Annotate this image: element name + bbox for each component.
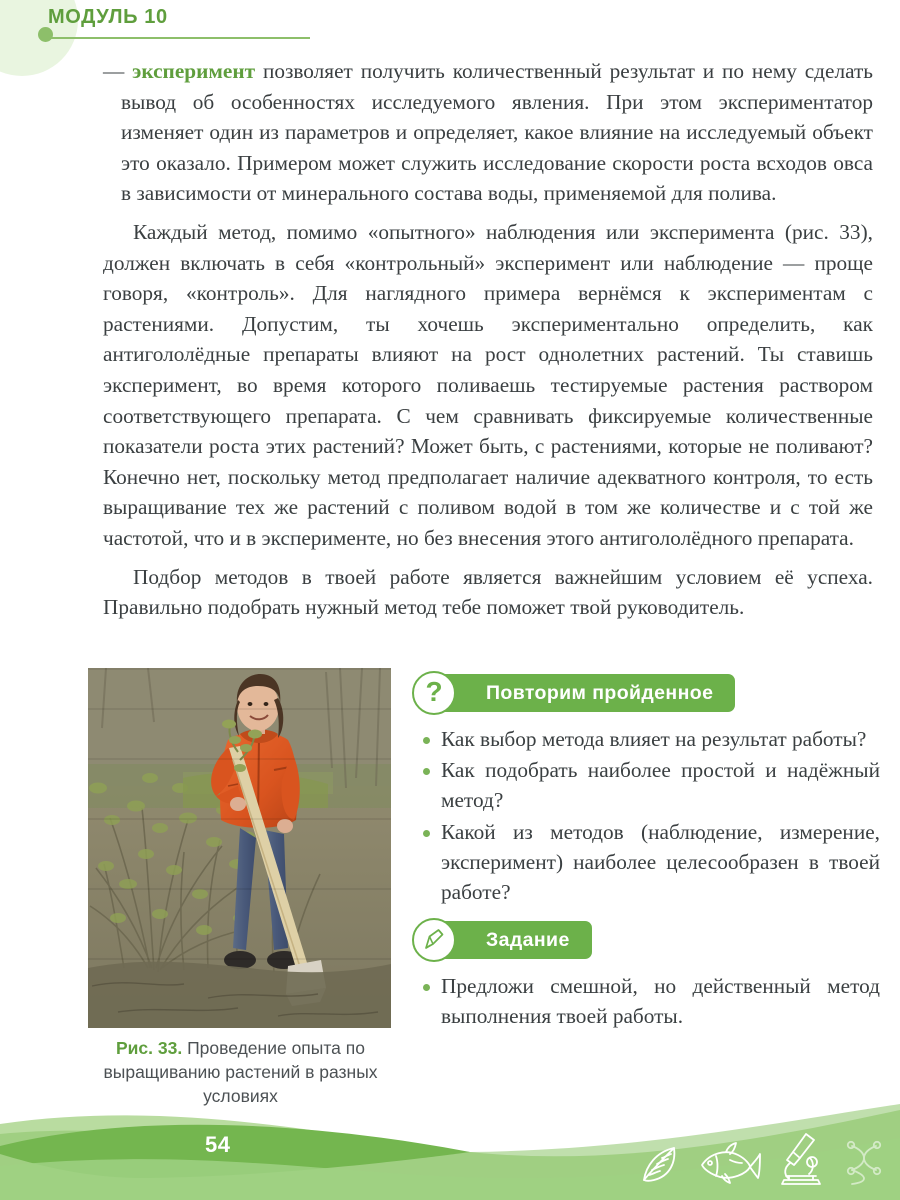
paragraph-experiment-text: позволяет получить количественный результат и по нему сделать вывод об особенностях исследуемого явления. При этом экспериментатор изменяет один из параметров и определяет, какое влияние на исследуемый объект это оказало. Примером может служить исследование скорости роста всходов овса в зависимости от минерального состава воды, применяемой для полива.	[121, 59, 874, 206]
list-item: Как подобрать наиболее простой и надёжный метод?	[420, 755, 880, 815]
paragraph-method-control: Каждый метод, помимо «опытного» наблюдения или эксперимента (рис. 33), должен включать в себя «контрольный» эксперимент или наблюдение — проще говоря, «контроль». Для наглядного примера вернёмся к экспериментам с растениями. Допустим, ты хочешь экспериментально определить, как антигололёдные препараты влияют на рост однолетних растений. Ты ставишь эксперимент, во время которого поливаешь тестируемые растения раствором соответствующего препарата. С чем сравнивать фиксируемые количественные показатели роста этих растений? Может быть, с растениями, которые не поливают? Конечно нет, поскольку метод предполагает наличие адекватного контроля, то есть выращивание тех же растений с поливом водой в том же количестве и с той же частотой, что и в эксперименте, но без внесения этого антигололёдного препарата.	[103, 219, 873, 550]
list-item: Как выбор метода влияет на результат работы?	[420, 724, 880, 754]
task-list	[420, 971, 880, 1032]
paragraph-experiment	[103, 56, 874, 209]
question-mark-glyph: ?	[425, 676, 443, 707]
page-title: МОДУЛЬ 10	[48, 6, 168, 28]
question-mark-icon	[412, 671, 456, 715]
page-number: 54	[205, 1132, 231, 1157]
footer-icon-row	[636, 1130, 886, 1186]
molecule-icon	[842, 1138, 886, 1186]
review-banner-pill	[434, 674, 735, 712]
microscope-icon	[776, 1130, 828, 1186]
figure-number: Рис. 33.	[116, 1038, 183, 1058]
figure-photo	[88, 668, 391, 1028]
review-question-list	[420, 724, 880, 908]
review-banner-label: Повторим пройденное	[486, 681, 714, 704]
task-banner-pill	[434, 921, 592, 959]
list-item: Какой из методов (наблюдение, измерение, эксперимент) наиболее целесообразен в твоей работе?	[420, 817, 880, 908]
paragraph-method-selection: Подбор методов в твоей работе является важнейшим условием её успеха. Правильно подобрать нужный метод тебе поможет твой руководитель.	[103, 564, 873, 620]
task-banner-label: Задание	[486, 928, 570, 951]
leaf-icon	[636, 1140, 682, 1186]
fish-icon	[696, 1140, 762, 1186]
header-rule	[44, 37, 310, 39]
pencil-icon	[412, 918, 456, 962]
em-dash: —	[103, 59, 125, 83]
list-item: Предложи смешной, но действенный метод выполнения твоей работы.	[420, 971, 880, 1031]
lower-content-area	[0, 668, 900, 1106]
body-text-column	[103, 56, 873, 623]
corner-decoration-dot	[38, 27, 53, 42]
page-footer	[0, 1080, 900, 1200]
figure-caption-text: Проведение опыта по выращиванию растений в разных условиях	[103, 1038, 378, 1106]
keyword-experiment: эксперимент	[132, 59, 256, 83]
